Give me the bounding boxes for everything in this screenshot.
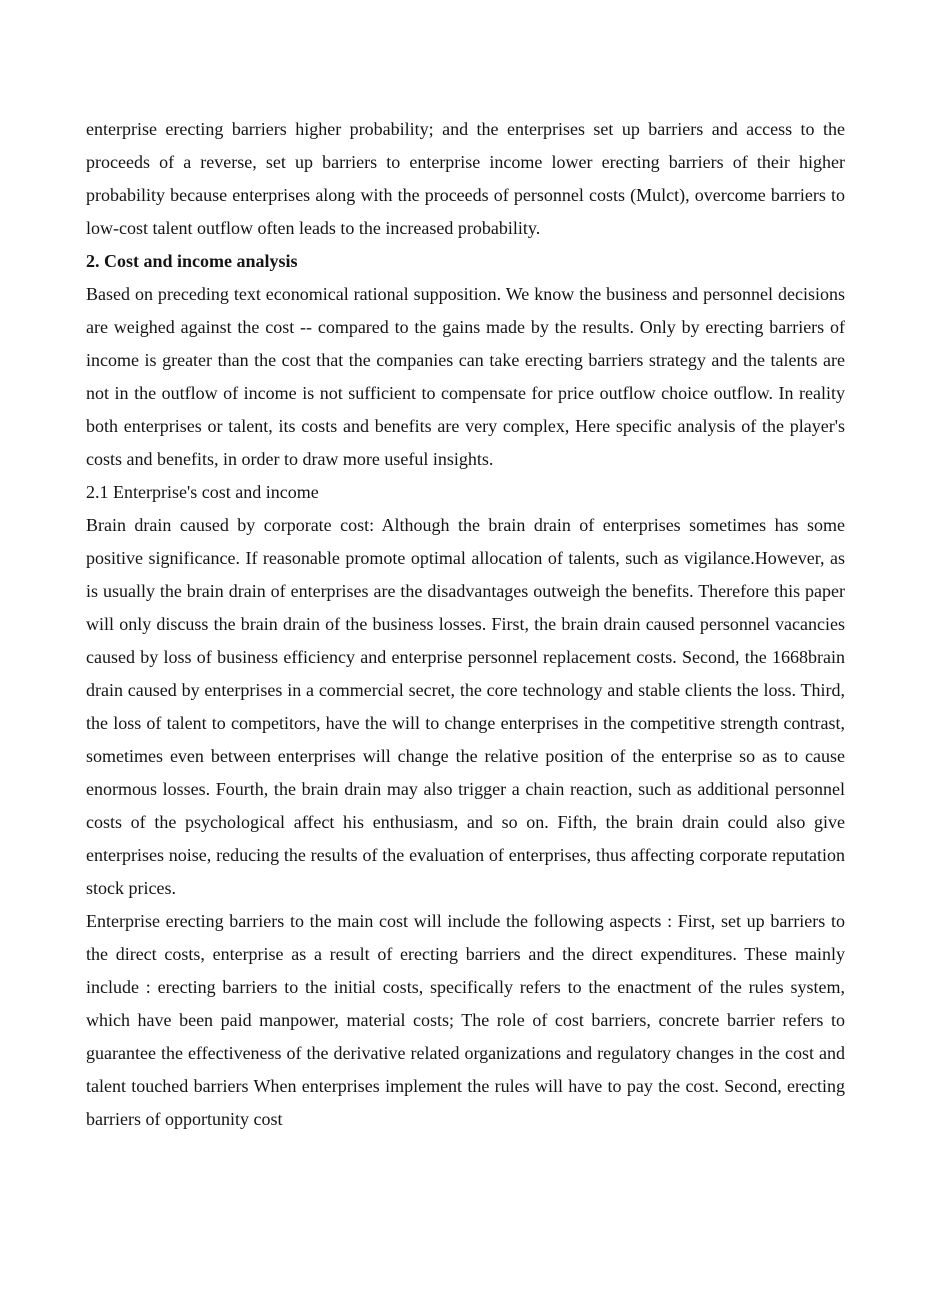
paragraph-rational-supposition: Based on preceding text economical rational supposition. We know the business and personnel decisions are weighed against the cost -- compared to the gains made by the results. Only by erecting barriers of income is greater than the cost that the companies can take erecting barriers strategy and the talents are not in the outflow of income is not sufficient to compensate for price outflow choice outflow. In reality both enterprises or talent, its costs and benefits are very complex, Here specific analysis of the player's costs and benefits, in order to draw more useful insights. xyxy=(86,284,845,469)
paragraph-erecting-barriers-main-cost: Enterprise erecting barriers to the main cost will include the following aspects : First, set up barriers to the direct costs, enterprise as a result of erecting barriers and the direct expenditures. These mainly include : erecting barriers to the initial costs, specifically refers to the enactment of the rules system, which have been paid manpower, material costs; The role of cost barriers, concrete barrier refers to guarantee the effectiveness of the derivative related organizations and regulatory changes in the cost and talent touched barriers When enterprises implement the rules will have to pay the cost. Second, erecting barriers of opportunity cost xyxy=(86,911,845,1129)
section-heading-cost-income-analysis: 2. Cost and income analysis xyxy=(86,251,298,271)
paragraph-brain-drain-cost: Brain drain caused by corporate cost: Although the brain drain of enterprises sometimes has some positive significance. If reasonable promote optimal allocation of talents, such as vigilance.However, as is usually the brain drain of enterprises are the disadvantages outweigh the benefits. Therefore this paper will only discuss the brain drain of the business losses. First, the brain drain caused personnel vacancies caused by loss of business efficiency and enterprise personnel replacement costs. Second, the 1668brain drain caused by enterprises in a commercial secret, the core technology and stable clients the loss. Third, the loss of talent to competitors, have the will to change enterprises in the competitive strength contrast, sometimes even between enterprises will change the relative position of the enterprise so as to cause enormous losses. Fourth, the brain drain may also trigger a chain reaction, such as additional personnel costs of the psychological affect his enthusiasm, and so on. Fifth, the brain drain could also give enterprises noise, reducing the results of the evaluation of enterprises, thus affecting corporate reputation stock prices. xyxy=(86,515,845,898)
subsection-heading-enterprise-cost-income: 2.1 Enterprise's cost and income xyxy=(86,482,319,502)
paragraph-barriers-probability: enterprise erecting barriers higher probability; and the enterprises set up barriers and access to the proceeds of a reverse, set up barriers to enterprise income lower erecting barriers of their higher probability because enterprises along with the proceeds of personnel costs (Mulct), overcome barriers to low-cost talent outflow often leads to the increased probability. xyxy=(86,119,845,238)
